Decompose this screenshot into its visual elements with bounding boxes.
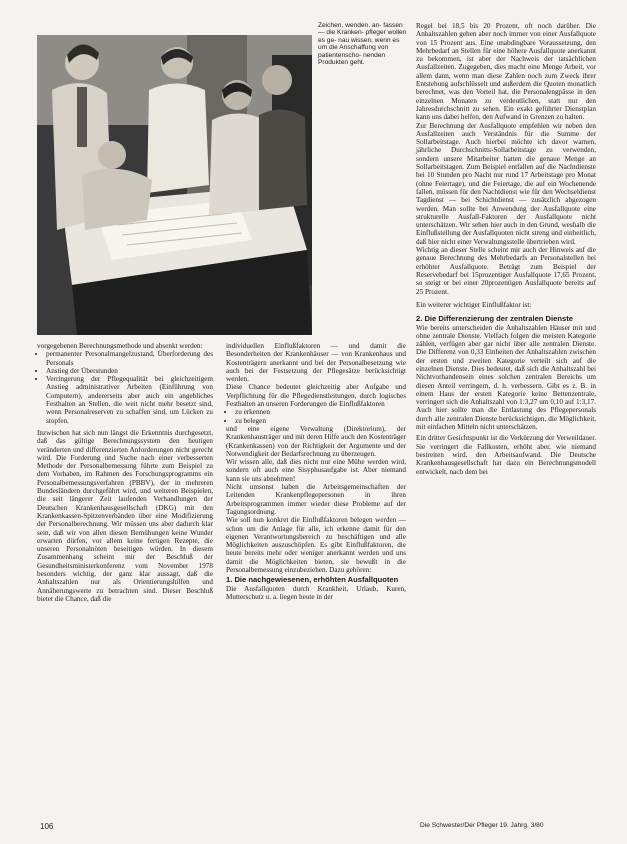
- list-item: • permanenter Personalmangelzustand, Überforderung des Personals: [46, 350, 213, 367]
- list-item: • Verringerung der Pflegequalität bei gleichzeitigem Anstieg administrativer Arbeiten (Einführung von Computern), andererseits aber auch ein angebliches Festhalten an Stellen, die weit nicht mehr besetzt sind, wenn Personalreserven zu schaffen sind, um Lücken zu stopfen.: [46, 375, 213, 425]
- col1-body: Inzwischen hat sich nun längst die Erkenntnis durchgesetzt, daß das gültige Berechnungssystem den heutigen veränderten und differenzierten Anforderungen nicht gerecht wird. Die Forderung und Suche nach einer verbesserten Methode der Personalbemessung führte zum Beispiel zu dem Vorhaben, im Rahmen des Forschungsprogramms ein Personalbemessungsverfahren (PBBV), der in mehreren Bundesländern durchgeführt wird, und weiteren Beispielen, die seit längerer Zeit laufenden Verhandlungen der Deutschen Krankenhausgesellschaft (DKG) mit den Krankenkassen-Spitzenverbänden über eine Modifizierung der Personalberechnung. Wir müssen uns aber dadurch klar sein, daß wir von allen diesen Bemühungen keine Wunder erwarten dürfen, vor allem keine fertigen Rezepte, die unseren Personalnöten beseitigen würden. In diesem Zusammenhang scheint mir der Beschluß der Gesundheitsministerkonferenz vom November 1978 besonders wichtig, der ganz klar aussagt, daß die Anhaltszahlen nur als Orientierungshilfen und Annäherungswerte zu betrachten sind. Dieser Beschluß bietet die Chance, daß die: [37, 428, 213, 603]
- journal-footer: Die Schwester/Der Pfleger 19. Jahrg. 3/80: [420, 822, 544, 829]
- page-number: 106: [40, 822, 54, 831]
- col2-p2: Diese Chance bedeutet gleichzeitig aber Aufgabe und Verpflichtung für die Pflegedienstleitungen, durch logisches Festhalten an unseren Forderungen die Einflußfaktoren: [226, 383, 406, 409]
- section-heading: 2. Die Differenzierung der zentralen Dienste: [416, 314, 573, 324]
- col2-p7: Die Ausfallquoten durch Krankheit, Urlaub, Kuren, Mutterschutz u. a. liegen heute in der: [226, 584, 406, 602]
- photo-illustration: [37, 35, 312, 335]
- meeting-photo: [37, 35, 312, 335]
- col2-p1: individuellen Einflußfaktoren — und damit die Besonderheiten der Krankenhäuser — von Krankenhaus und Kostenträgern anerkannt und bei der Personalbesetzung wie auch bei der Festsetzung der Pflegesätze berücksichtigt werden.: [226, 342, 406, 384]
- list-item: • Anstieg der Überstunden: [46, 367, 213, 375]
- col1-bullets: [37, 350, 213, 425]
- list-item: • zu erkennen: [235, 408, 406, 416]
- col2-p4: Wir wissen alle, daß dies nicht nur eine Mühe werden wird, sondern oft auch eine Sisyphusaufgabe ist. Aber niemand kann sie uns abnehmen!: [226, 458, 406, 483]
- col3-p2: Zur Berechnung der Ausfallquote empfehlen wir neben den Ausfallzeiten auch Verständnis für die Summe der Sollarbeitstage. Auch hierbei möchte ich davor warnen, jährliche Durchschnitts-Sollarbeitstage zu verwenden, sondern unsere Mitarbeiter hatten die genaue Menge an Sollarbeitstagen. Zum Beispiel entfallen auf die Nachtdienste bei 10 Stunden pro Nacht nur rund 17 Arbeitstage pro Monat (ohne Feiertage), und die Feiertage, die auf ein Wochenende fallen, müssen für den Nachtdienst wie für den Wechseldienst Tagdienst — bei Schichtdienst — zusätzlich abgezogen werden. Man sollte bei Anwendung der Ausfallquote eine strukturelle Ausfall-Faktoren der Ausfallquote nicht unterschätzen. Wir sehen hier auch in den Grund, weshalb die Einflußstellung der Ausfallquoten nicht streng und einheitlich, daß hier nicht einer Verwaltungsstelle übertrieben wird.: [416, 121, 596, 246]
- section-heading: 1. Die nachgewiesenen, erhöhten Ausfallquoten: [226, 575, 399, 585]
- col3-p1: Regel bei 18,5 bis 20 Prozent, oft noch darüber. Die Anhaltszahlen gehen aber noch immer von einer Ausfallquote von 15 Prozent aus. Eine unabdingbare Voraussetzung, den Mehrbedarf an Stellen für eine höhere Ausfallquote anerkannt zu bekommen, ist aber der Nachweis der tatsächlichen Ausfallzeiten. Zugegeben, dies macht eine Menge Arbeit, vor allem dann, wenn man diese Zahlen noch zum Zweck ihrer Entstehung aufschlüsselt und außerdem die Quoten monatlich berechnet, was den Vorteil hat, die Personalengpässe in den einzelnen Monaten zu verdeutlichen, statt nur den Jahresdurchschnitt zu sehen. Ein exakt geführter Dienstplan kann uns dabei helfen, den Aufwand in Grenzen zu halten.: [416, 22, 596, 122]
- photo-caption: Zeichen, wenden, an- fassen — die Kranken- pfleger wollen es ge- nau wissen, wenn es um die Anschaffung von patientenscho- nenden Produkten geht.: [318, 22, 407, 67]
- col3-p5: Wie bereits unterscheiden die Anhaltszahlen Häuser mit und ohne zentrale Dienste. Vielfach folgen die meisten Kategorie zählen, verfügen aber gar nicht über alle zentralen Dienste. Die Differenz von 0,33 Einheiten der Anhaltszahlen zwischen der ersten und zweiten Kategorie verteilt sich auf die einzelnen Dienste. Dies bedeutet, daß sich die Anhaltszahl bei Nichtvorhandensein eines solchen zentralen Bereichs um diesen Anteil verringern, d. h. verbessern. Gibt es z. B. in einem Haus der ersten Kategorie keine Bettenzentrale, verringert sich die Anhaltszahl von 1:3,27 um 0,10 auf 1:3,17. Auch hier sollte man die Entlastung des Pflegepersonals durch alle zentralen Dienste berücksichtigen, die Möglichkeit, mit einfachen Mitteln nicht unterschätzen.: [416, 323, 596, 432]
- col3-p6: Ein dritter Gesichtspunkt ist die Verkürzung der Verweildauer. Sie verringert die Fallkosten, erhöht aber, wie niemand bestreiten wird, den Arbeitsaufwand. Die Deutsche Krankenhausgesellschaft hat dazu ein Berechnungsmodell entwickelt, nach dem bei: [416, 434, 596, 476]
- column-3: [416, 22, 596, 476]
- col3-p3: Wichtig an dieser Stelle scheint mir auch der Hinweis auf die genaue Berechnung des Mehrbedarfs an Personalstellen bei erhöhter Ausfallquote. Beträgt zum Beispiel der Reservebedarf bei 15prozentiger Ausfallquote 17,65 Prozent, so steigt er bei einer 20prozentigen Ausfallquote bereits auf 25 Prozent.: [416, 246, 596, 296]
- col2-list: [226, 408, 406, 425]
- list-item: • zu belegen: [235, 417, 406, 425]
- column-1: [37, 342, 213, 603]
- col2-p6: Wie soll nun konkret die Einflußfaktoren belegen werden — schon um die Anlage für alle, ich erkenne damit für den eigenen Verantwortungsbereich zu beschäftigen und alle Möglichkeiten auszuschöpfen. Es gibt Einflußfaktoren, die heute bereits mehr oder weniger anerkannt werden und uns damit die Möglichkeiten bieten, sie bewußt in die Personalbemessung einzubeziehen. Dazu gehören:: [226, 516, 406, 575]
- column-2: [226, 342, 406, 601]
- col1-intro: vorgegebenen Berechnungsmethode und absenkt werden:: [37, 342, 203, 350]
- col3-p4: Ein weiterer wichtiger Einflußfaktor ist:: [416, 300, 532, 309]
- col2-p3: und eine eigene Verwaltung (Direktorium), der Krankenhausträger und mit deren Hilfe auch den Kostenträger (Krankenkassen) von der Richtigkeit der Argumente und der Notwendigkeit der Bedarfsrechnung zu überzeugen.: [226, 424, 406, 458]
- col2-p5: Nicht umsonst haben die Arbeitsgemeinschaften der Leitenden Krankenpflegepersonen in ihren Arbeitsprogrammen immer wieder diese Probleme auf der Tagungsordnung.: [226, 483, 406, 516]
